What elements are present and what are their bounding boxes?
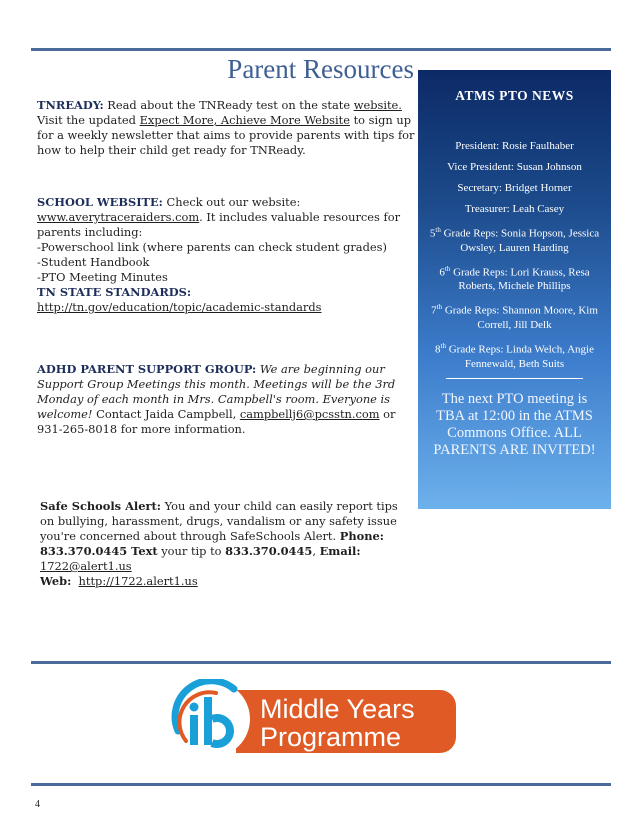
grade-7-suffix: th xyxy=(436,303,443,312)
emblem-b-stem xyxy=(204,697,212,745)
school-website-text-1: Check out our website: xyxy=(162,195,301,209)
sidebar-title: ATMS PTO NEWS xyxy=(455,88,574,103)
adhd-heading: ADHD PARENT SUPPORT GROUP: xyxy=(37,362,257,376)
grade-7-text: Grade Reps: Shannon Moore, Kim Correll, Jill Delk xyxy=(442,304,598,331)
standards-link[interactable]: http://tn.gov/education/topic/academic-standards xyxy=(37,300,322,314)
tnready-website-link[interactable]: website. xyxy=(353,98,402,112)
meeting-note: The next PTO meeting is TBA at 12:00 in the ATMS Commons Office. ALL PARENTS ARE INVITED! xyxy=(433,391,596,458)
ib-emblem-icon xyxy=(164,679,260,759)
standards-heading: TN STATE STANDARDS: xyxy=(37,285,192,299)
officer-list xyxy=(426,139,603,378)
officer-vice-president: Vice President: Susan Johnson xyxy=(447,161,582,173)
middle-divider xyxy=(31,661,611,664)
officer-president: President: Rosie Faulhaber xyxy=(455,140,574,152)
safe-schools-section xyxy=(40,499,412,589)
resource-item: -PTO Meeting Minutes xyxy=(37,270,168,284)
grade-7-reps xyxy=(426,300,603,332)
grade-5-suffix: th xyxy=(435,226,441,234)
email-label: Email: xyxy=(319,544,361,558)
ib-myp-logo xyxy=(164,679,456,759)
grade-7-number: 7 xyxy=(431,304,437,317)
grade-8-number: 8 xyxy=(435,343,441,356)
logo-line-2: Programme xyxy=(260,722,402,752)
grade-5-text: Grade Reps: Sonia Hopson, Jessica Owsley, Lauren Harding xyxy=(440,227,600,254)
grade-6-text: Grade Reps: Lori Krauss, Resa Roberts, Michele Phillips xyxy=(450,266,590,293)
pto-news-sidebar xyxy=(418,70,611,509)
adhd-text-1: Contact Jaida Campbell, xyxy=(92,407,240,421)
grade-6-reps xyxy=(426,262,603,294)
school-website-text-2: . It includes valuable resources for parents including: xyxy=(37,210,401,239)
grade-5-reps xyxy=(426,223,603,255)
safe-schools-text-2: your tip to xyxy=(157,544,226,558)
safe-schools-text-1: You and your child can easily report tips on bullying, harassment, drugs, vandalism or any safety issue you're concerned about through SafeSchools Alert. xyxy=(40,499,398,543)
grade-6-number: 6 xyxy=(439,266,445,279)
expect-more-link[interactable]: Expect More, Achieve More Website xyxy=(139,113,350,127)
tnready-heading: TNREADY: xyxy=(37,98,104,112)
adhd-email-link[interactable]: campbellj6@pcsstn.com xyxy=(239,407,380,421)
logo-line-1: Middle Years xyxy=(260,694,415,724)
web-label: Web: xyxy=(40,574,72,588)
school-website-heading: SCHOOL WEBSITE: xyxy=(37,195,163,209)
emblem-i xyxy=(190,715,198,745)
text-number: 833.370.0445 xyxy=(225,544,313,558)
school-website-link[interactable]: www.averytraceraiders.com xyxy=(37,210,200,224)
officer-treasurer: Treasurer: Leah Casey xyxy=(464,203,565,215)
grade-8-suffix: th xyxy=(440,341,446,350)
phone-label: Phone: 833.370.0445 Text xyxy=(40,529,384,558)
resource-item: -Student Handbook xyxy=(37,255,150,269)
sidebar-divider xyxy=(446,378,583,379)
bottom-divider xyxy=(31,783,611,786)
safe-schools-text-3: , xyxy=(312,544,320,558)
tnready-text-2: Visit the updated xyxy=(37,113,140,127)
adhd-italic-text: We are beginning our Support Group Meetings this month. Meetings will be the 3rd Monday of each month in Mrs. Campbell's room. Everyone is welcome! xyxy=(37,362,396,421)
safe-schools-web-link[interactable]: http://1722.alert1.us xyxy=(78,574,198,588)
emblem-dot xyxy=(190,703,199,712)
tnready-text-3: to sign up for a weekly newsletter that aims to provide parents with tips for how to help their child get ready for TNReady. xyxy=(37,113,415,157)
safe-schools-heading: Safe Schools Alert: xyxy=(40,499,161,513)
page-number: 4 xyxy=(35,799,40,810)
school-website-section xyxy=(37,195,415,315)
safe-schools-email-link[interactable]: 1722@alert1.us xyxy=(40,559,132,573)
grade-8-text: Grade Reps: Linda Welch, Angie Fennewald, Beth Suits xyxy=(445,343,594,370)
top-divider xyxy=(31,48,611,51)
resource-item: -Powerschool link (where parents can check student grades) xyxy=(37,240,387,254)
grade-5-number: 5 xyxy=(429,227,436,240)
officer-secretary: Secretary: Bridget Horner xyxy=(457,182,572,194)
grade-8-reps xyxy=(426,339,603,371)
grade-6-suffix: th xyxy=(444,264,451,273)
tnready-section xyxy=(37,98,415,158)
adhd-text-2: or 931-265-8018 for more information. xyxy=(37,407,396,436)
adhd-section xyxy=(37,362,415,437)
tnready-text-1: Read about the TNReady test on the state xyxy=(103,98,354,112)
page-title: Parent Resources xyxy=(227,54,414,84)
